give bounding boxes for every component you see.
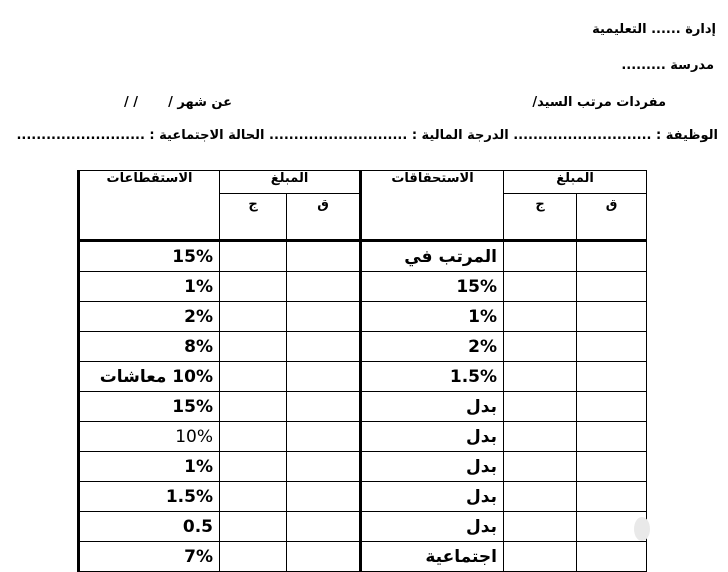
entitlement-cell: بدل [361,452,504,482]
amount-cell [577,392,647,422]
entitlement-cell: 15% [361,272,504,302]
amount-cell [220,512,287,542]
amount-cell [220,332,287,362]
deductions-pounds-header: ج [220,194,287,241]
deduction-cell: 8% [79,332,220,362]
entitlement-cell: 1.5% [361,362,504,392]
amount-cell [287,302,361,332]
table-header-row [79,171,647,194]
amount-cell [220,241,287,272]
amount-cell [577,332,647,362]
employee-name-label: مفردات مرتب السيد/ [532,95,666,110]
amount-cell [287,512,361,542]
deduction-cell: 0.5 [79,512,220,542]
amount-cell [577,482,647,512]
entitlement-cell: 2% [361,332,504,362]
amount-cell [220,302,287,332]
amount-cell [220,422,287,452]
amount-cell [577,302,647,332]
job-details-line: الوظيفة : ............................ الدرجة المالية : ............................ الحالة الاجتماعية : .......................... [16,128,718,143]
amount-cell [287,452,361,482]
entitlement-cell: اجتماعية [361,542,504,572]
salary-table [77,170,647,572]
amount-cell [504,362,577,392]
table-row [79,272,647,302]
amount-cell [504,272,577,302]
deductions-piasters-header: ق [287,194,361,241]
deduction-cell: 10% [79,422,220,452]
deduction-cell: 2% [79,302,220,332]
amount-cell [504,482,577,512]
entitlement-cell: المرتب في [361,241,504,272]
entitlement-cell: بدل [361,392,504,422]
table-row [79,332,647,362]
entitlement-cell: بدل [361,512,504,542]
amount-cell [220,452,287,482]
amount-cell [504,512,577,542]
deduction-cell: 7% [79,542,220,572]
amount-cell [577,452,647,482]
amount-cell [577,241,647,272]
amount-cell [287,272,361,302]
table-row [79,241,647,272]
amount-cell [577,542,647,572]
deduction-cell: 1.5% [79,482,220,512]
deduction-cell: 1% [79,452,220,482]
school-line: مدرسة ......... [621,58,714,73]
entitlements-amount-header: المبلغ [504,171,647,194]
entitlements-pounds-header: ج [504,194,577,241]
table-row [79,422,647,452]
table-row [79,302,647,332]
table-row [79,362,647,392]
entitlement-cell: بدل [361,482,504,512]
scan-smudge [634,517,650,541]
salary-month-label: عن شهر / [168,95,232,110]
table-row [79,482,647,512]
entitlement-cell: 1% [361,302,504,332]
amount-cell [504,452,577,482]
amount-cell [220,392,287,422]
amount-cell [287,332,361,362]
amount-cell [287,241,361,272]
amount-cell [287,422,361,452]
amount-cell [220,362,287,392]
amount-cell [287,542,361,572]
deduction-cell: 15% [79,241,220,272]
amount-cell [220,542,287,572]
amount-cell [504,392,577,422]
entitlements-piasters-header: ق [577,194,647,241]
table-row [79,392,647,422]
deduction-cell: 1% [79,272,220,302]
amount-cell [504,302,577,332]
amount-cell [220,272,287,302]
deductions-amount-header: المبلغ [220,171,361,194]
amount-cell [504,332,577,362]
amount-cell [577,422,647,452]
amount-cell [220,482,287,512]
amount-cell [504,241,577,272]
entitlements-header: الاستحقاقات [361,171,504,241]
amount-cell [504,422,577,452]
table-row [79,452,647,482]
amount-cell [287,362,361,392]
table-row [79,542,647,572]
date-slashes: / / [123,95,138,110]
table-row [79,512,647,542]
deductions-header: الاستقطاعات [79,171,220,241]
amount-cell [504,542,577,572]
amount-cell [287,392,361,422]
administration-line: إدارة ...... التعليمية [592,22,716,37]
deduction-cell: 10% معاشات [79,362,220,392]
amount-cell [577,362,647,392]
amount-cell [287,482,361,512]
entitlement-cell: بدل [361,422,504,452]
deduction-cell: 15% [79,392,220,422]
amount-cell [577,272,647,302]
